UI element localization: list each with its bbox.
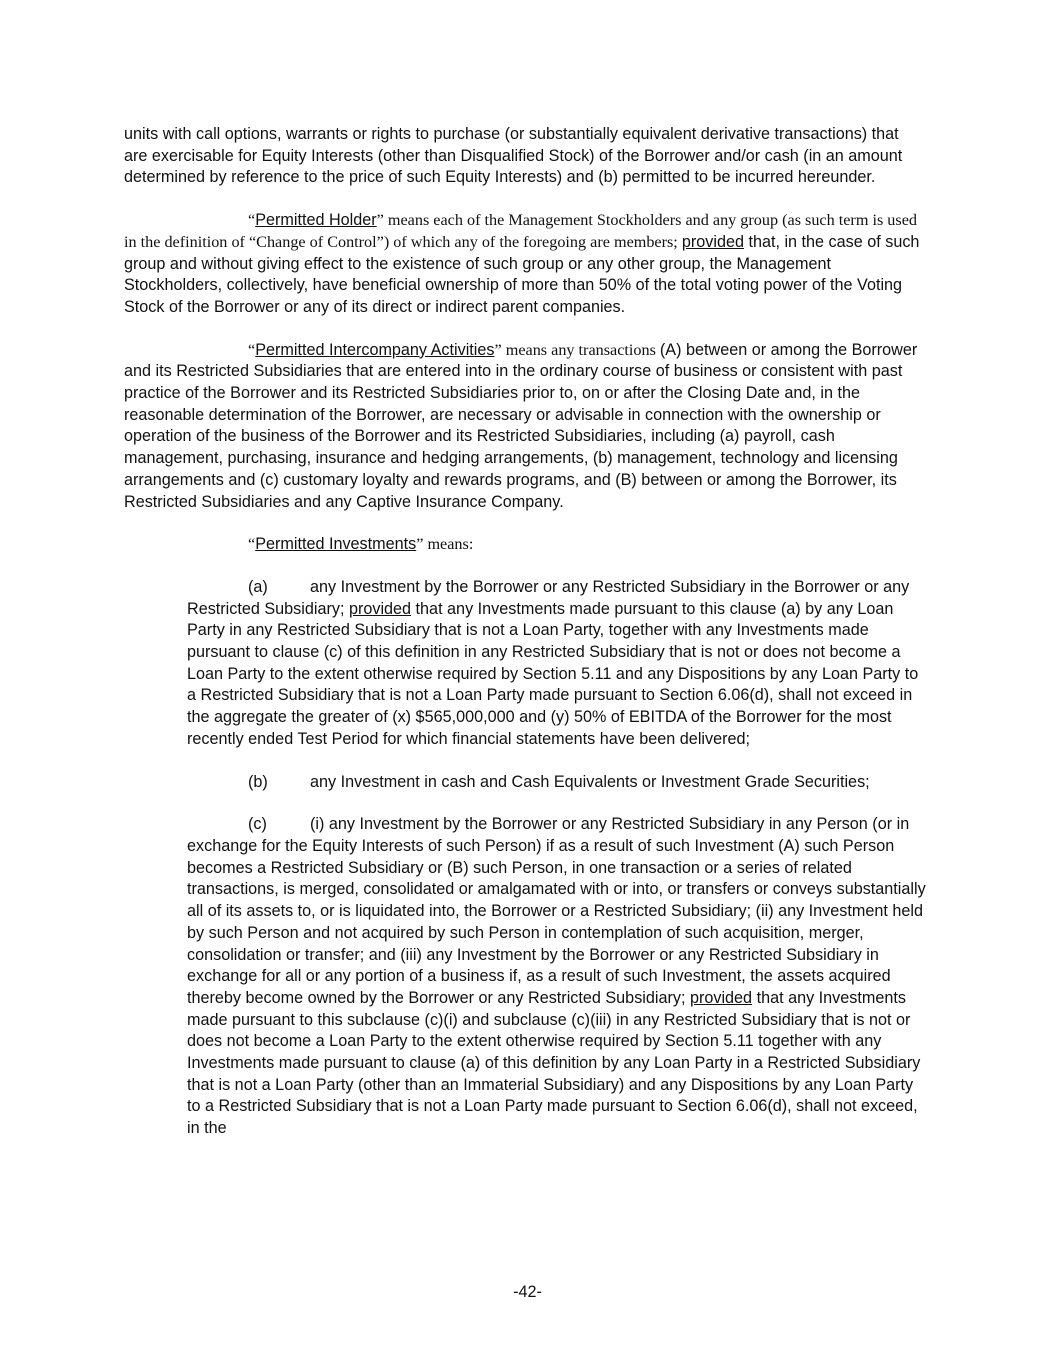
definition-text: (A) between or among the Borrower and its Restricted Subsidiaries that are entered into in the ordinary course of business or consistent with past practice of the Borrower and its Restricted Subsidiaries prior to, on or after the Closing Date and, in the reasonable determination of the Borrower, are necessary or advisable in connection with the ownership or operation of the business of the Borrower and its Restricted Subsidiaries, including (a) payroll, cash management, purchasing, insurance and hedging arrangements, (b) management, technology and licensing arrangements and (c) customary loyalty and rewards programs, and (B) between or among the Borrower, its Restricted Subsidiaries and any Captive Insurance Company. xyxy=(124,340,918,511)
proviso-term: provided xyxy=(689,988,753,1007)
clause-text: (i) any Investment by the Borrower or any Restricted Subsidiary in any Person (or in exchange for the Equity Interests of such Person) if as a result of such Investment (A) such Person becomes a Restricted Subsidiary or (B) such Person, in one transaction or a series of related transactions, is merged, consolidated or amalgamated with or into, or transfers or conveys substantially all of its assets to, or is liquidated into, the Borrower or a Restricted Subsidiary; (ii) any Investment held by such Person and not acquired by such Person in contemplation of such acquisition, merger, consolidation or transfer; and (iii) any Investment by the Borrower or any Restricted Subsidiary in exchange for all or any portion of a business if, as a result of such Investment, the assets acquired thereby become owned by the Borrower or any Restricted Subsidiary; xyxy=(187,815,926,1007)
clause-a xyxy=(187,577,926,751)
clause-text: any Investment by the Borrower or any Restricted Subsidiary in the Borrower or any Restricted Subsidiary; xyxy=(187,577,910,618)
open-quote: “ xyxy=(248,535,256,554)
clause-text: any Investment in cash and Cash Equivalents or Investment Grade Securities; xyxy=(310,772,870,791)
definition-text-serif: means any transactions xyxy=(501,340,660,359)
document-page xyxy=(124,124,926,1161)
definition-text-serif: means each of the Management Stockholders and any group (as such term is used in the definition of “Change of Control”) of which any of the foregoing are members; xyxy=(124,211,917,251)
definition-text-serif: means: xyxy=(423,535,474,554)
definition-permitted-holder xyxy=(124,210,926,319)
defined-term: Permitted Investments xyxy=(255,535,417,554)
proviso-term: provided xyxy=(348,599,412,618)
close-quote: ” xyxy=(376,211,384,230)
clause-label: (b) xyxy=(248,772,268,791)
clause-label: (c) xyxy=(248,815,267,834)
proviso-term: provided xyxy=(681,232,744,251)
definition-permitted-investments xyxy=(124,534,926,556)
close-quote: ” xyxy=(494,340,502,359)
close-quote: ” xyxy=(416,535,424,554)
clause-label: (a) xyxy=(248,577,268,596)
defined-term: Permitted Intercompany Activities xyxy=(255,340,495,359)
clause-b xyxy=(187,772,926,794)
defined-term: Permitted Holder xyxy=(255,211,377,230)
clause-c xyxy=(187,814,926,1140)
page-number: -42- xyxy=(513,1283,542,1301)
definition-permitted-intercompany-activities xyxy=(124,340,926,514)
clause-text-cont: that any Investments made pursuant to this clause (a) by any Loan Party in any Restricted Subsidiary that is not a Loan Party, together with any Investments made pursuant to clause (c) of this definition in any Restricted Subsidiary that is not or does not become a Loan Party to the extent otherwise required by Section 5.11 and any Dispositions by any Loan Party to a Restricted Subsidiary that is not a Loan Party made pursuant to Section 6.06(d), shall not exceed in the aggregate the greater of (x) $565,000,000 and (y) 50% of EBITDA of the Borrower for the most recently ended Test Period for which financial statements have been delivered; xyxy=(187,599,919,748)
open-quote: “ xyxy=(248,340,256,359)
clause-text-cont: that any Investments made pursuant to this subclause (c)(i) and subclause (c)(iii) in any Restricted Subsidiary that is not or does not become a Loan Party to the extent otherwise required by Section 5.11 together with any Investments made pursuant to clause (a) of this definition by any Loan Party in a Restricted Subsidiary that is not a Loan Party (other than an Immaterial Subsidiary) and any Dispositions by any Loan Party to a Restricted Subsidiary that is not a Loan Party made pursuant to Section 6.06(d), shall not exceed, in the xyxy=(187,988,921,1138)
open-quote: “ xyxy=(248,211,256,230)
definition-text: that, in the case of such group and without giving effect to the existence of such group or any other group, the Management Stockholders, collectively, have beneficial ownership of more than 50% of the total voting power of the Voting Stock of the Borrower or any of its direct or indirect parent companies. xyxy=(124,232,920,316)
continuation-paragraph: units with call options, warrants or rights to purchase (or substantially equivalent derivative transactions) that are exercisable for Equity Interests (other than Disqualified Stock) of the Borrower and/or cash (in an amount determined by reference to the price of such Equity Interests) and (b) permitted to be incurred hereunder. xyxy=(124,125,903,187)
